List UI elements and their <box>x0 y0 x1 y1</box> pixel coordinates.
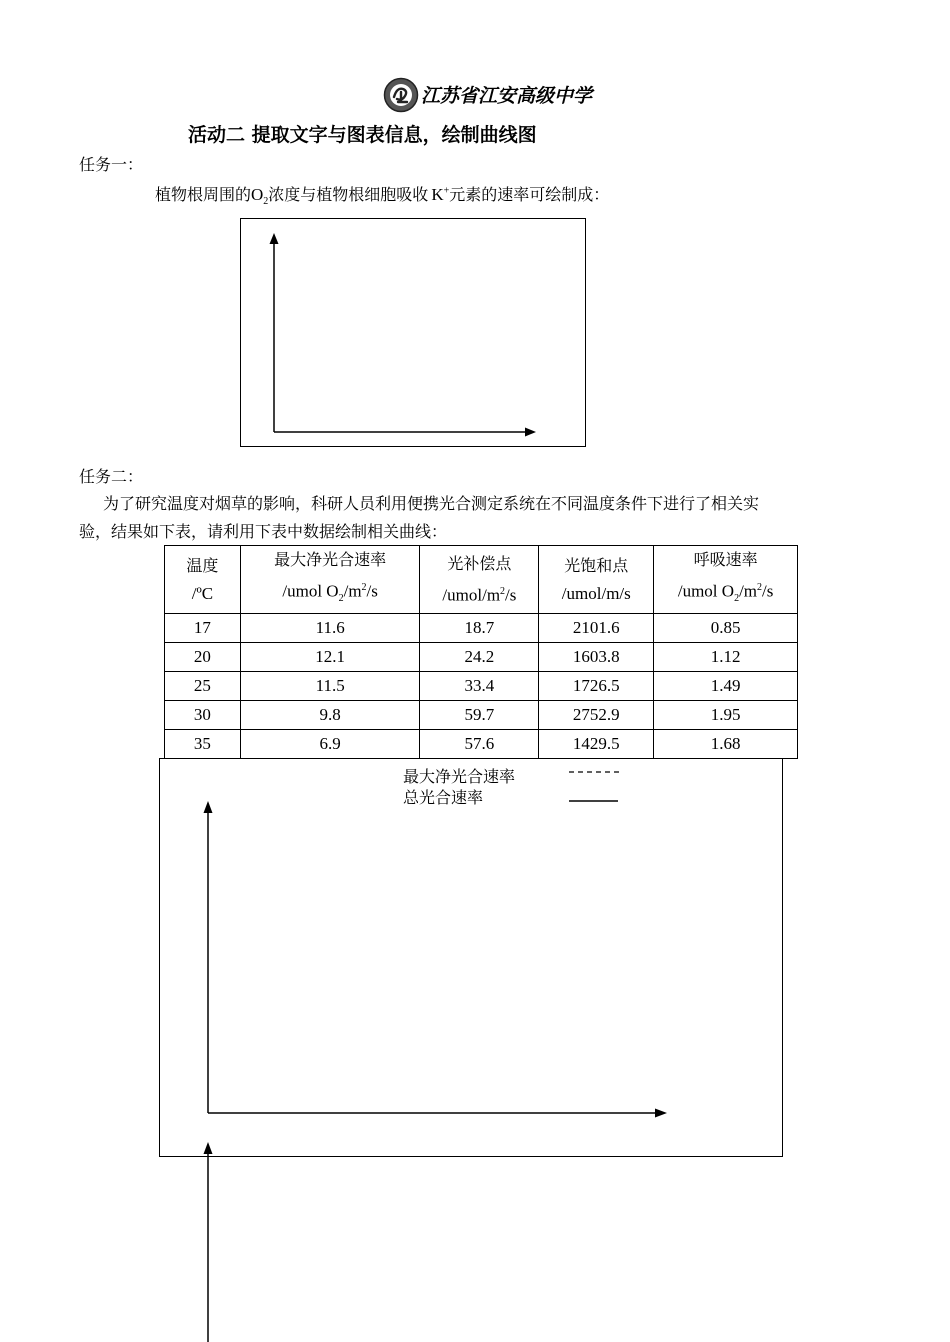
header-name: 光补偿点 <box>447 553 512 573</box>
cell-respiration-rate: 1.49 <box>654 672 798 701</box>
cell-temperature: 20 <box>165 643 241 672</box>
cell-saturation-point: 2101.6 <box>539 614 654 643</box>
header-light-saturation-point <box>539 546 654 614</box>
cell-max-net-rate: 12.1 <box>240 643 420 672</box>
cell-compensation-point: 18.7 <box>420 614 539 643</box>
cell-temperature: 17 <box>165 614 241 643</box>
cell-respiration-rate: 1.68 <box>654 730 798 759</box>
table-row <box>165 701 798 730</box>
header-unit: /umol $O_2/m^2/s$ <box>677 581 774 605</box>
task1-instruction <box>155 182 609 207</box>
header-unit: /umol/m/s <box>561 583 631 603</box>
cell-saturation-point: 2752.9 <box>539 701 654 730</box>
cell-max-net-rate: 6.9 <box>240 730 420 759</box>
task2-paragraph-line1: 为了研究温度对烟草的影响，科研人员利用便携光合测定系统在不同温度条件下进行了相关实 <box>103 494 760 513</box>
oxygen-subscript: 2 <box>263 196 269 208</box>
cell-respiration-rate: 1.95 <box>654 701 798 730</box>
next-graph-axis <box>199 1140 219 1342</box>
cell-saturation-point: 1603.8 <box>539 643 654 672</box>
potassium-symbol: K <box>431 185 444 204</box>
header-light-compensation-point <box>420 546 539 614</box>
task2-label: 任务二： <box>79 467 144 486</box>
header-unit: $/umol/m^2/s$ <box>442 585 517 605</box>
table-row <box>165 730 798 759</box>
potassium-superscript: + <box>443 185 450 197</box>
cell-compensation-point: 33.4 <box>420 672 539 701</box>
cell-temperature: 30 <box>165 701 241 730</box>
header-name: 最大净光合速率 <box>274 550 387 569</box>
cell-respiration-rate: 0.85 <box>654 614 798 643</box>
header-respiration-rate <box>654 546 798 614</box>
cell-temperature: 25 <box>165 672 241 701</box>
header-name: 温度 <box>186 555 219 575</box>
oxygen-symbol: O <box>251 185 264 204</box>
header-unit: /umol $O_2/m^2/s$ <box>282 581 378 605</box>
cell-max-net-rate: 9.8 <box>240 701 420 730</box>
cell-compensation-point: 59.7 <box>420 701 539 730</box>
cell-max-net-rate: 11.6 <box>240 614 420 643</box>
task1-text-part2: 浓度与植物根细胞吸收 <box>268 185 429 204</box>
table-header-row <box>165 546 798 614</box>
table-row <box>165 614 798 643</box>
task1-label: 任务一： <box>79 155 144 174</box>
legend-total-rate-label: 总光合速率 <box>403 788 484 807</box>
task2-graph-box[interactable] <box>159 758 783 1157</box>
cell-respiration-rate: 1.12 <box>654 643 798 672</box>
header-name: 呼吸速率 <box>693 550 758 569</box>
task2-paragraph-line2: 验，结果如下表，请利用下表中数据绘制相关曲线： <box>79 522 448 541</box>
cell-temperature: 35 <box>165 730 241 759</box>
task1-text-part1: 植物根周围的 <box>155 185 252 204</box>
cell-saturation-point: 1726.5 <box>539 672 654 701</box>
cell-saturation-point: 1429.5 <box>539 730 654 759</box>
header-temperature <box>165 546 241 614</box>
school-name: 江苏省江安高级中学 <box>421 85 593 107</box>
temperature-data-table <box>164 545 798 759</box>
table-row <box>165 672 798 701</box>
task1-axes <box>240 218 586 447</box>
school-logo <box>383 77 593 113</box>
header-name: 光饱和点 <box>564 555 629 575</box>
task1-graph-box[interactable] <box>240 218 586 447</box>
cell-max-net-rate: 11.5 <box>240 672 420 701</box>
cell-compensation-point: 24.2 <box>420 643 539 672</box>
header-max-net-photosynthesis <box>240 546 420 614</box>
legend-net-rate-label: 最大净光合速率 <box>403 767 516 786</box>
school-emblem-icon <box>383 77 419 113</box>
page-title: 活动二 提取文字与图表信息，绘制曲线图 <box>188 124 537 146</box>
task1-text-part3: 元素的速率可绘制成： <box>449 185 610 204</box>
cell-compensation-point: 57.6 <box>420 730 539 759</box>
table-row <box>165 643 798 672</box>
task2-axes <box>159 758 783 1157</box>
header-unit: /ºC <box>191 583 214 603</box>
